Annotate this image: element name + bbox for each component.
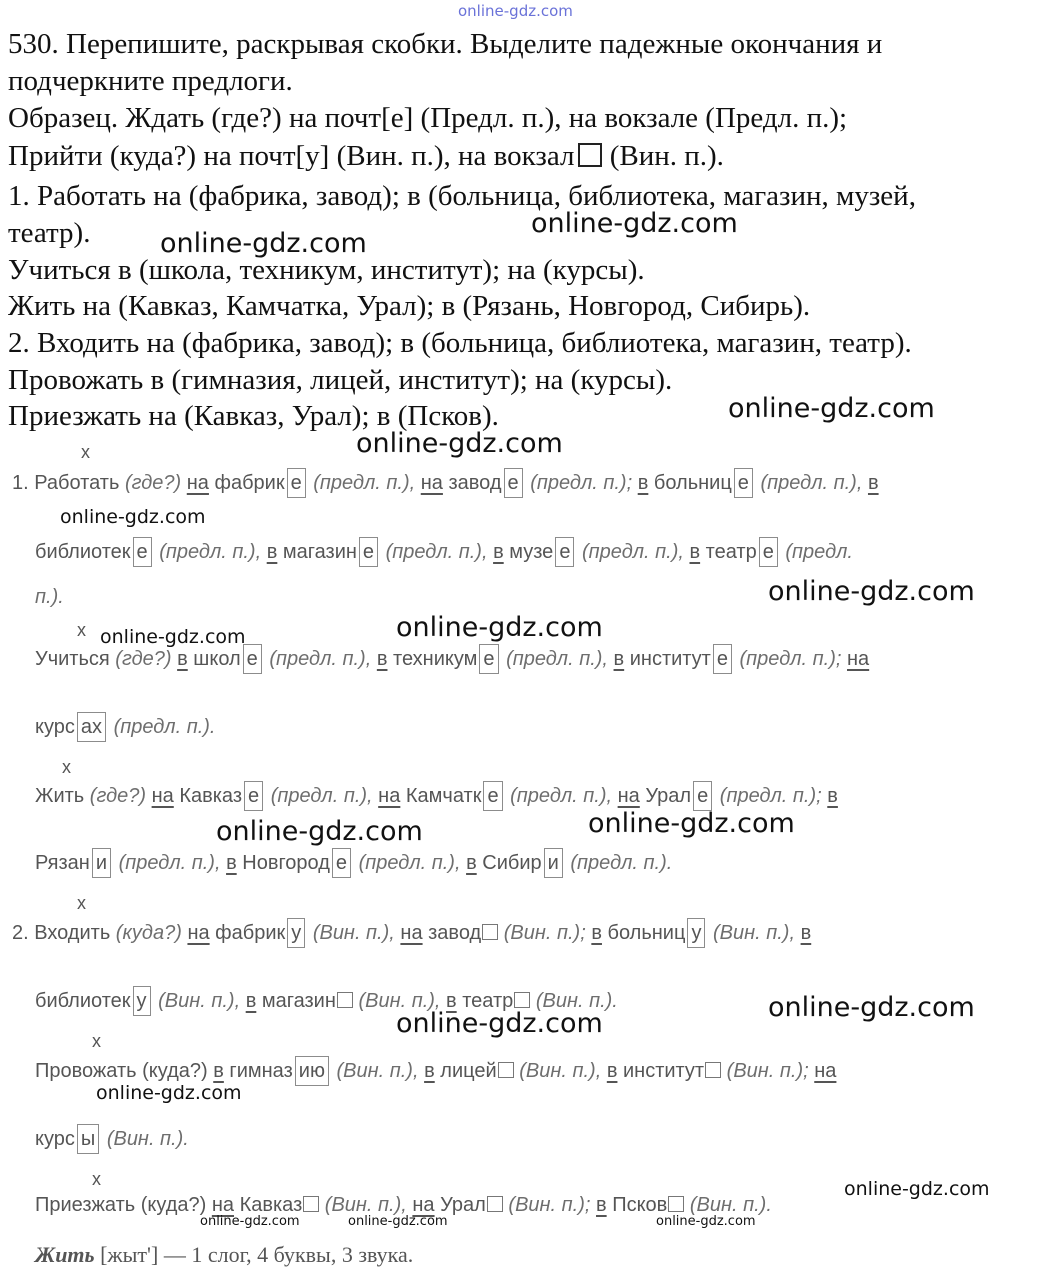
word-stem: гимназ [229, 1060, 293, 1082]
punct: , [454, 852, 461, 874]
preposition: в [213, 1060, 224, 1082]
word-stem: институт [629, 648, 711, 670]
empty-ending-icon [337, 992, 353, 1008]
punct: , [367, 785, 373, 807]
empty-ending-icon [705, 1062, 721, 1078]
word-stem: Сибир [482, 852, 542, 874]
preposition: в [493, 541, 504, 563]
word-stem: музе [509, 541, 554, 563]
empty-ending-icon [668, 1196, 684, 1212]
exercise-1-line-1: 1. Работать на (фабрика, завод); в (больница, библиотека, магазин, музей, [8, 180, 916, 212]
exercise-1-line-3: Учиться в (школа, техникум, институт); на (курсы). [8, 254, 645, 286]
case-label: (предл. п.) [269, 648, 366, 670]
ending-box: и [544, 848, 563, 878]
case-label: (Вин. п.) [312, 922, 390, 944]
punct: ; [835, 648, 842, 670]
word-stem: Рязан [35, 852, 90, 874]
punct: , [409, 472, 416, 494]
case-label: (Вин. п.) [336, 1060, 413, 1082]
exercise-2-line-3: Приезжать на (Кавказ, Урал); в (Псков). [8, 400, 499, 432]
exercise-1-line-2: театр). [8, 217, 91, 249]
answer-row-1 [12, 468, 879, 498]
punct: ; [580, 922, 586, 944]
word-stem: больниц [653, 472, 732, 494]
punct: , [602, 648, 608, 670]
case-label: (Вин. п.) [158, 990, 235, 1012]
watermark: online-gdz.com [768, 992, 975, 1023]
empty-ending-icon [514, 992, 530, 1008]
word-stem: лицей [440, 1060, 497, 1082]
preposition: в [376, 648, 388, 670]
watermark: online-gdz.com [96, 1082, 242, 1104]
preposition: на [412, 1194, 435, 1216]
watermark: online-gdz.com [60, 506, 206, 528]
punct: ; [816, 785, 822, 807]
verb: Приезжать (куда?) [35, 1194, 207, 1216]
case-label: (предл. п.) [385, 541, 482, 563]
word-stem: Кавказ [239, 1194, 303, 1216]
word-stem: техникум [393, 648, 478, 670]
ending-box: е [504, 468, 523, 498]
preposition: в [424, 1060, 435, 1082]
preposition: на [187, 922, 210, 944]
ending-box: и [92, 848, 111, 878]
preposition: в [226, 852, 237, 874]
word-stem: театр [705, 541, 757, 563]
case-label: (предл. п.) [506, 648, 603, 670]
preposition: в [800, 922, 812, 944]
ending-box: ию [295, 1056, 329, 1086]
punct: , [856, 472, 863, 494]
watermark-top: online-gdz.com [458, 2, 573, 20]
preposition: на [151, 785, 174, 807]
case-label: (Вин. п.) [503, 922, 581, 944]
punct: ; [626, 472, 633, 494]
punct: , [789, 922, 796, 944]
exercise-1-line-4: Жить на (Кавказ, Камчатка, Урал); в (Рязань, Новгород, Сибирь). [8, 290, 811, 322]
sample-line-2-tail: (Вин. п.). [602, 140, 724, 172]
case-label: (предл. п.) [270, 785, 368, 807]
case-label: (предл. п.) [582, 541, 679, 563]
ending-box: у [287, 918, 305, 948]
stress-mark: x [62, 757, 71, 777]
case-label: (Вин. п.) [358, 990, 435, 1012]
case-label: (Вин. п.) [689, 1194, 767, 1216]
ending-box: е [483, 781, 502, 811]
case-label: (Вин. п.) [535, 990, 613, 1012]
case-label: (предл. п.) [530, 472, 627, 494]
ending-box: ах [77, 712, 106, 742]
preposition: в [177, 648, 188, 670]
ending-box: у [133, 986, 151, 1016]
punct: , [412, 1060, 419, 1082]
answer-row-4 [12, 918, 811, 948]
stress-mark: x [77, 620, 86, 640]
verb: 1. Работать [12, 472, 120, 494]
answer-row-2b [35, 712, 215, 742]
case-label: (предл. п.) [113, 716, 210, 738]
watermark: online-gdz.com [356, 428, 563, 459]
watermark: online-gdz.com [348, 1214, 448, 1229]
punct: , [481, 541, 488, 563]
phonetic-note [35, 1242, 413, 1268]
case-label: (Вин. п.) [508, 1194, 585, 1216]
watermark: online-gdz.com [656, 1214, 756, 1229]
punct: . [209, 716, 216, 738]
ending-box: е [243, 644, 262, 674]
verb: Провожать (куда?) [35, 1060, 208, 1082]
preposition: в [446, 990, 457, 1012]
phonetic-summary: — 1 слог, 4 буквы, 3 звука. [163, 1242, 414, 1267]
preposition: в [867, 472, 879, 494]
empty-ending-icon [498, 1062, 514, 1078]
watermark: online-gdz.com [844, 1178, 990, 1200]
answer-row-2 [35, 644, 869, 674]
punct: . [183, 1128, 189, 1150]
ending-box: е [359, 537, 378, 567]
word-stem: магазин [261, 990, 336, 1012]
empty-ending-icon [303, 1196, 319, 1212]
task-heading-line-1: 530. Перепишите, раскрывая скобки. Выделите падежные окончания и [8, 28, 883, 60]
empty-ending-icon [482, 924, 498, 940]
question: (куда?) [115, 922, 182, 944]
verb: Учиться [35, 648, 110, 670]
stress-mark: x [92, 1169, 101, 1189]
punct: , [678, 541, 684, 563]
sample-line-1: Образец. Ждать (где?) на почт[е] (Предл. п.), на вокзале (Предл. п.); [8, 102, 848, 134]
preposition: на [814, 1060, 837, 1082]
answer-row-1c: п.). [35, 586, 64, 608]
watermark: online-gdz.com [588, 808, 795, 839]
ending-box: е [713, 644, 732, 674]
punct: . [612, 990, 618, 1012]
ending-box: е [555, 537, 574, 567]
ending-box: у [687, 918, 705, 948]
word-stem: театр [462, 990, 514, 1012]
question: (где?) [89, 785, 147, 807]
case-label: (предл. п.) [159, 541, 256, 563]
punct: , [255, 541, 262, 563]
punct: , [595, 1060, 602, 1082]
watermark: online-gdz.com [200, 1214, 300, 1229]
case-label: (предл. п.) [570, 852, 667, 874]
case-label: (предл. п.) [358, 852, 455, 874]
empty-ending-box-icon [578, 143, 602, 167]
stress-mark: x [81, 442, 90, 462]
ending-box: е [332, 848, 351, 878]
exercise-2-line-2: Провожать в (гимназия, лицей, институт); на (курсы). [8, 364, 673, 396]
case-label: (Вин. п.) [726, 1060, 804, 1082]
watermark: online-gdz.com [396, 1008, 603, 1039]
preposition: в [637, 472, 649, 494]
word-stem: фабрик [214, 472, 285, 494]
punct: . [666, 852, 673, 874]
word-stem: Урал [645, 785, 692, 807]
watermark: online-gdz.com [396, 612, 603, 643]
preposition: на [617, 785, 640, 807]
punct: ; [584, 1194, 591, 1216]
punct: , [214, 852, 221, 874]
preposition: на [420, 472, 443, 494]
watermark: online-gdz.com [160, 228, 367, 259]
preposition: в [466, 852, 477, 874]
case-label: (предл. п.) [739, 648, 836, 670]
answer-row-5b [35, 1124, 189, 1154]
preposition: на [186, 472, 209, 494]
preposition: в [266, 541, 278, 563]
phonetic-word: Жить [35, 1242, 95, 1267]
word-stem: завод [448, 472, 502, 494]
verb: 2. Входить [12, 922, 111, 944]
ending-box: е [734, 468, 753, 498]
preposition: в [827, 785, 838, 807]
punct: , [389, 922, 395, 944]
punct: , [606, 785, 613, 807]
watermark: online-gdz.com [100, 626, 246, 648]
case-label: (предл. п.) [719, 785, 817, 807]
watermark: online-gdz.com [216, 816, 423, 847]
stress-mark: x [92, 1031, 101, 1051]
word-stem: больниц [607, 922, 686, 944]
case-label: (предл. п.) [118, 852, 215, 874]
empty-ending-icon [487, 1196, 503, 1212]
word-stem: магазин [282, 541, 357, 563]
word-stem: Псков [612, 1194, 668, 1216]
stress-mark: x [77, 893, 86, 913]
answer-row-3b [35, 848, 672, 878]
ending-box: е [133, 537, 152, 567]
verb: Жить [35, 785, 85, 807]
word-stem: библиотек [35, 541, 131, 563]
preposition: в [591, 922, 602, 944]
case-label: (предл. п.) [510, 785, 607, 807]
sample-line-2-text: Прийти (куда?) на почт[у] (Вин. п.), на вокзал [8, 140, 575, 172]
transcription: [жыт'] [100, 1242, 159, 1267]
word-stem: Новгород [242, 852, 330, 874]
word-stem: Кавказ [179, 785, 242, 807]
ending-box: е [759, 537, 778, 567]
case-label: (предл. п.) [760, 472, 857, 494]
punct: , [434, 990, 441, 1012]
word-stem: библиотек [35, 990, 131, 1012]
preposition: на [211, 1194, 235, 1216]
question: (где?) [124, 472, 182, 494]
preposition: в [689, 541, 701, 563]
preposition: в [613, 648, 625, 670]
preposition: на [847, 648, 870, 670]
preposition: на [378, 785, 401, 807]
ending-box: е [479, 644, 498, 674]
punct: , [401, 1194, 407, 1216]
task-heading-line-2: подчеркните предлоги. [8, 65, 293, 97]
watermark: online-gdz.com [728, 393, 935, 424]
question: (где?) [115, 648, 172, 670]
preposition: в [596, 1194, 607, 1216]
watermark: online-gdz.com [531, 208, 738, 239]
preposition: в [245, 990, 257, 1012]
case-label: (Вин. п.) [519, 1060, 596, 1082]
ending-box: е [287, 468, 306, 498]
answer-row-3 [35, 781, 838, 811]
word-stem: завод [428, 922, 482, 944]
ending-box: е [693, 781, 712, 811]
preposition: на [400, 922, 423, 944]
preposition: в [606, 1060, 618, 1082]
exercise-2-line-1: 2. Входить на (фабрика, завод); в (больница, библиотека, магазин, театр). [8, 327, 912, 359]
case-label: (Вин. п.) [324, 1194, 402, 1216]
punct: . [766, 1194, 772, 1216]
punct: ; [803, 1060, 809, 1082]
word-stem: Урал [440, 1194, 486, 1216]
word-stem: институт [623, 1060, 705, 1082]
watermark: online-gdz.com [768, 576, 975, 607]
word-stem: фабрик [215, 922, 286, 944]
punct: , [365, 648, 372, 670]
ending-box: ы [77, 1124, 99, 1154]
sample-line-2 [8, 140, 724, 173]
word-stem: курс [35, 716, 75, 738]
case-label: (предл. [785, 541, 853, 563]
case-label: (Вин. п.) [106, 1128, 184, 1150]
punct: , [234, 990, 241, 1012]
ending-box: е [244, 781, 263, 811]
word-stem: Камчатк [405, 785, 482, 807]
case-label: (Вин. п.) [713, 922, 790, 944]
answer-row-1b [35, 537, 853, 567]
case-label: (предл. п.) [313, 472, 410, 494]
word-stem: курс [35, 1128, 75, 1150]
word-stem: школ [193, 648, 241, 670]
